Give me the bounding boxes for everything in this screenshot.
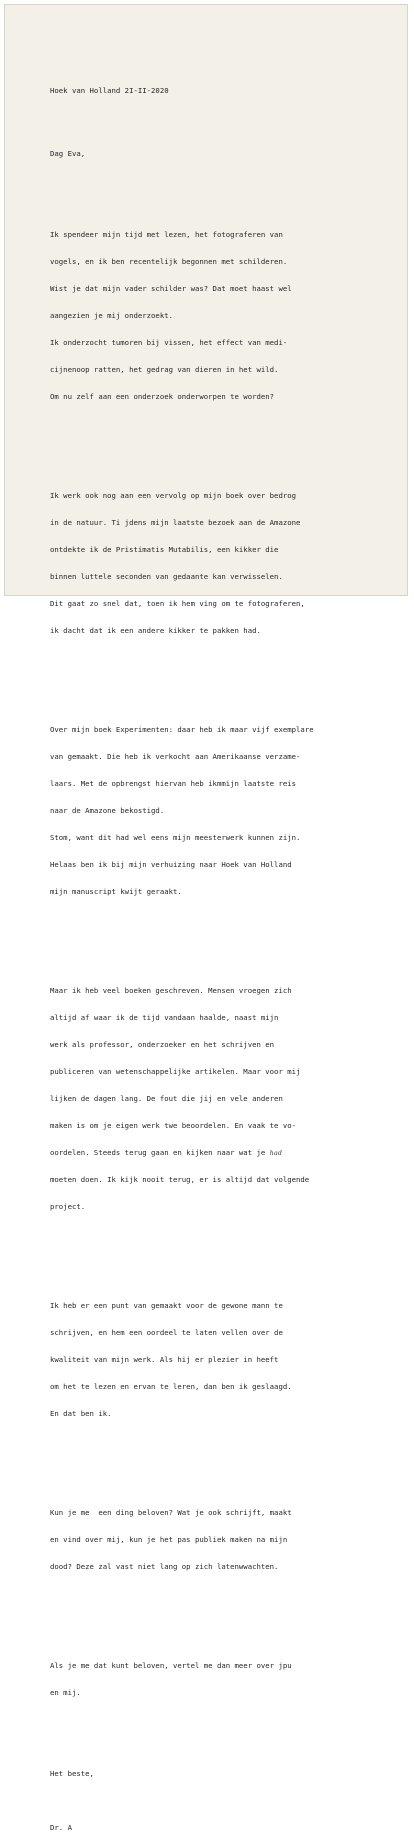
paragraph-7: Als je me dat kunt beloven, vertel me dan meer over jpu en mij.: [50, 1661, 292, 1697]
paragraph-1: Ik spendeer mijn tijd met lezen, het fotograferen van vogels, en ik ben recentelijk begonnen met schilderen. Wist je dat mijn vader schilder was? Dat moet haast wel aangezien je mij onderzoekt. Ik onderzocht tumoren bij vissen, het effect van medi- cijnenoop ratten, het gedrag van dieren in het wild. Om nu zelf aan een onderzoek onderworpen te worden?: [50, 230, 292, 401]
closing: Het beste,: [50, 1769, 94, 1778]
dateline: Hoek van Holland 2I-II-2020: [50, 86, 169, 95]
paragraph-5: Ik heb er een punt van gemaakt voor de gewone mann te schrijven, en hem een oordeel te laten vellen over de kwaliteit van mijn werk. Als hij er plezier in heeft om het te lezen en ervan te leren, dan ben ik geslaagd. En dat ben ik.: [50, 1301, 292, 1418]
paragraph-6: Kun je me een ding beloven? Wat je ook schrijft, maakt en vind over mij, kun je het pas publiek maken na mijn dood? Deze zal vast niet lang op zich latenwwachten.: [50, 1508, 292, 1571]
paragraph-3: Over mijn boek Experimenten: daar heb ik maar vijf exemplare van gemaakt. Die heb ik verkocht aan Amerikaanse verzame- laars. Met de opbrengst hiervan heb ikmmijn laatste reis naar de Amazone bekostigd. Stom, want dit had wel eens mijn meesterwerk kunnen zijn. Helaas ben ik bij mijn verhuizing naar Hoek van Holland mijn manuscript kwijt geraakt.: [50, 725, 314, 896]
handwritten-correction: had: [269, 1149, 282, 1157]
salutation: Dag Eva,: [50, 149, 86, 158]
signature: Dr. A: [50, 1823, 72, 1832]
paragraph-4: Maar ik heb veel boeken geschreven. Mensen vroegen zich altijd af waar ik de tijd vandaan haalde, naast mijn werk als professor, onderzoeker en het schrijven en publiceren van wetenschappelijke artikelen. Maar voor mij lijken de dagen lang. De fout die jij en vele anderen maken is om je eigen werk twe beoordelen. En vaak te vo- oordelen. Steeds terug gaan en kijken naar wat je had moeten doen. Ik kijk nooit terug, er is altijd dat volgende project.: [50, 986, 310, 1211]
letter-body: [50, 68, 390, 1841]
paragraph-2: Ik werk ook nog aan een vervolg op mijn boek over bedrog in de natuur. Ti jdens mijn laatste bezoek aan de Amazone ontdekte ik de Pristimatis Mutabilis, een kikker die binnen luttele seconden van gedaante kan verwisselen. Dit gaat zo snel dat, toen ik hem ving om te fotograferen, ik dacht dat ik een andere kikker te pakken had.: [50, 491, 305, 635]
